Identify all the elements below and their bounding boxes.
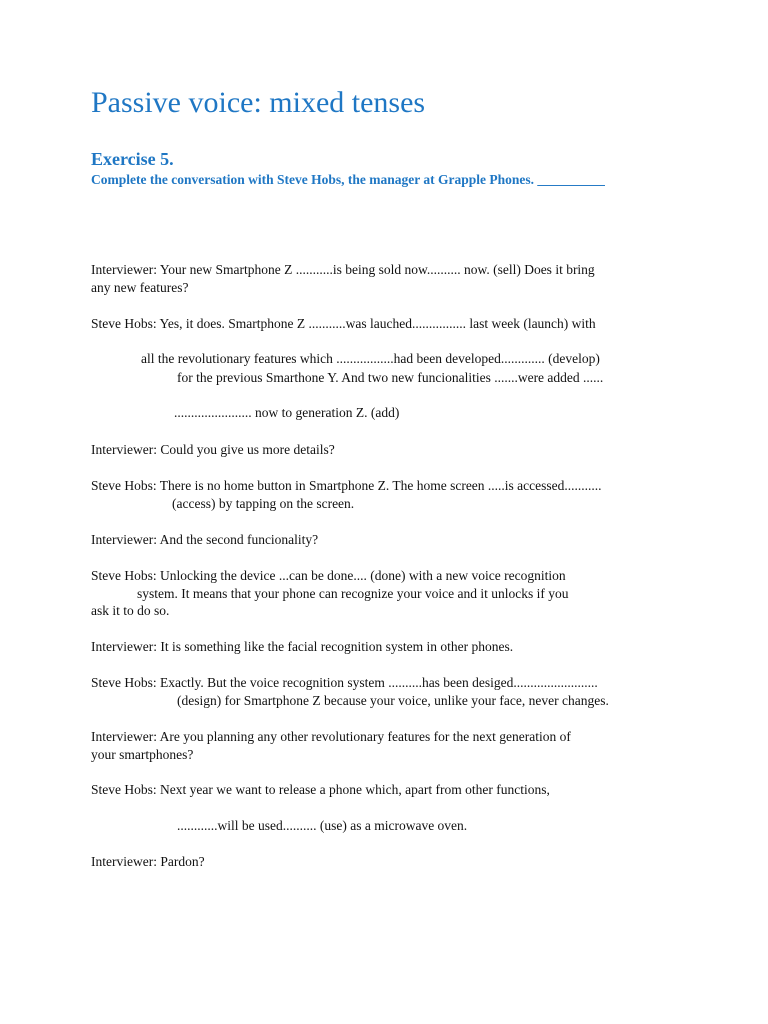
dialogue-line: Interviewer: Are you planning any other revolutionary features for the next generation of [91,729,571,744]
dialogue-line: Steve Hobs: Unlocking the device ...can be done.... (done) with a new voice recognition [91,568,566,583]
dialogue-line: Interviewer: And the second funcionality? [91,532,319,547]
dialogue-line: Interviewer: Pardon? [91,854,205,869]
exercise-heading: Exercise 5. [91,149,174,169]
dialogue-line: (access) by tapping on the screen. [172,496,355,511]
dialogue-line: system. It means that your phone can recognize your voice and it unlocks if you [137,586,569,601]
dialogue-line: ask it to do so. [91,603,170,618]
dialogue-line: (design) for Smartphone Z because your voice, unlike your face, never changes. [177,693,609,708]
page-title: Passive voice: mixed tenses [91,86,426,119]
dialogue-line: for the previous Smarthone Y. And two new funcionalities .......were added ...... [177,370,604,385]
dialogue-line: ............will be used.......... (use) as a microwave oven. [177,818,468,833]
dialogue-line: Interviewer: It is something like the facial recognition system in other phones. [91,639,514,654]
dialogue-line: your smartphones? [91,747,194,762]
dialogue-line: Interviewer: Could you give us more details? [91,442,335,457]
dialogue-line: any new features? [91,280,189,295]
dialogue-line: Steve Hobs: Yes, it does. Smartphone Z ...........was lauched................ last week (launch) with [91,316,596,331]
dialogue-line: all the revolutionary features which .................had been developed............. (develop) [141,351,600,366]
exercise-instruction: Complete the conversation with Steve Hobs, the manager at Grapple Phones. __________ [91,172,605,187]
dialogue-line: Steve Hobs: Exactly. But the voice recognition system ..........has been desiged......................... [91,675,598,690]
dialogue-line: ....................... now to generation Z. (add) [174,405,400,420]
dialogue-line: Steve Hobs: There is no home button in Smartphone Z. The home screen .....is accessed........... [91,478,602,493]
dialogue-line: Interviewer: Your new Smartphone Z ...........is being sold now.......... now. (sell) Does it bring [91,262,595,277]
dialogue-line: Steve Hobs: Next year we want to release a phone which, apart from other functions, [91,782,550,797]
